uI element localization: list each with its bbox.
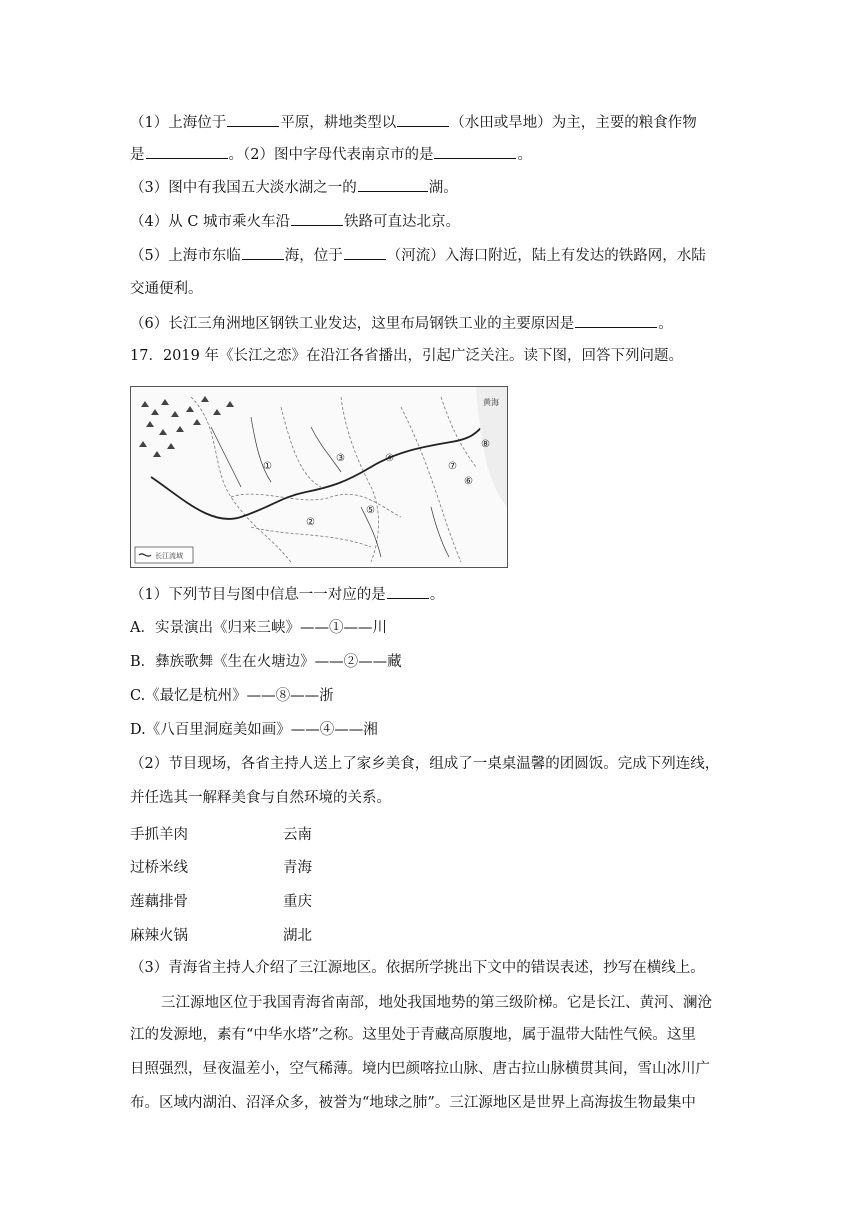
- mountain-texture: [139, 396, 234, 457]
- q17-stem: 17．2019 年《长江之恋》在沿江各省播出，引起广泛关注。读下图，回答下列问题。: [130, 348, 683, 364]
- passage-line: 三江源地区位于我国青海省南部，地处我国地势的第三级阶梯。它是长江、黄河、澜沧: [161, 995, 712, 1011]
- text: 。（2）图中字母代表南京市的是: [228, 147, 434, 163]
- province-item[interactable]: 重庆: [283, 894, 312, 910]
- map-label-8: ⑧: [481, 439, 490, 450]
- passage-line: 江的发源地，素有“中华水塔”之称。这里处于青藏高原腹地，属于温带大陆性气候。这里: [130, 1027, 696, 1043]
- province-borders: [191, 397, 476, 562]
- text: 。: [658, 316, 673, 332]
- q16-part3: [130, 177, 458, 198]
- option-c[interactable]: C.《最忆是杭州》——⑧——浙: [130, 688, 334, 704]
- answer-blank[interactable]: [242, 245, 284, 260]
- passage-line: 日照强烈，昼夜温差小，空气稀薄。境内巴颜喀拉山脉、唐古拉山脉横贯其间，雪山冰川广: [130, 1061, 710, 1077]
- answer-blank[interactable]: [575, 313, 657, 328]
- text: 。: [429, 587, 445, 603]
- text: 是: [130, 147, 145, 163]
- food-item[interactable]: 莲藕排骨: [130, 894, 188, 910]
- province-item[interactable]: 云南: [283, 827, 312, 843]
- answer-blank[interactable]: [227, 112, 279, 127]
- province-item[interactable]: 湖北: [283, 928, 312, 944]
- q17-sub2-line1: （2）节目现场，各省主持人送上了家乡美食，组成了一桌桌温馨的团圆饭。完成下列连线，: [130, 756, 720, 772]
- map-label-1: ①: [263, 461, 272, 472]
- text: 铁路可直达北京。: [344, 214, 461, 230]
- q17-sub2-line2: 并任选其一解释美食与自然环境的关系。: [130, 790, 391, 806]
- text: （1）下列节目与图中信息一一对应的是: [130, 587, 386, 603]
- food-item[interactable]: 麻辣火锅: [130, 928, 188, 944]
- text: （6）长江三角洲地区钢铁工业发达，这里布局钢铁工业的主要原因是: [130, 316, 575, 332]
- q16-part5-line1: [130, 245, 706, 266]
- legend-label: 长江流域: [155, 552, 183, 560]
- text: （5）上海市东临: [130, 248, 241, 264]
- text: （河流）入海口附近，陆上有发达的铁路网，水陆: [386, 248, 706, 264]
- map-label-3: ③: [336, 453, 345, 464]
- answer-blank[interactable]: [397, 112, 449, 127]
- map-label-5: ⑤: [366, 505, 375, 516]
- answer-blank[interactable]: [434, 144, 516, 159]
- text: （水田或旱地）为主，主要的粮食作物: [450, 115, 697, 131]
- answer-blank[interactable]: [387, 584, 429, 599]
- map-label-2: ②: [306, 517, 315, 528]
- option-b[interactable]: B．彝族歌舞《生在火塘边》——②——藏: [130, 654, 402, 670]
- text: （3）图中有我国五大淡水湖之一的: [130, 180, 357, 196]
- answer-blank[interactable]: [358, 177, 428, 192]
- option-a[interactable]: A．实景演出《归来三峡》——①——川: [130, 620, 387, 636]
- q16-part4: [130, 211, 460, 232]
- text: 湖。: [428, 180, 458, 196]
- map-label-6: ⑥: [464, 476, 473, 487]
- q17-sub3: （3）青海省主持人介绍了三江源地区。依据所学挑出下文中的错误表述，抄写在横线上。: [130, 960, 705, 976]
- text: 。: [517, 147, 532, 163]
- map-drawing: [131, 387, 507, 567]
- map-label-7: ⑦: [448, 461, 457, 472]
- sea-label: 黄海: [483, 398, 499, 407]
- option-d[interactable]: D.《八百里洞庭美如画》——④——湘: [130, 722, 378, 738]
- text: （1）上海位于: [130, 115, 227, 131]
- passage-line: 布。区域内湖泊、沼泽众多，被誉为“地球之肺”。三江源地区是世界上高海拔生物最集中: [130, 1095, 696, 1111]
- q16-part1-line2: [130, 144, 532, 165]
- food-item[interactable]: 过桥米线: [130, 860, 188, 876]
- answer-blank[interactable]: [146, 144, 228, 159]
- map-label-4: ④: [385, 453, 394, 464]
- answer-blank[interactable]: [291, 211, 343, 226]
- q17-sub1: [130, 584, 444, 605]
- text: 海，位于: [284, 248, 343, 264]
- answer-blank[interactable]: [344, 245, 386, 260]
- text: 交通便利。: [130, 281, 203, 297]
- q16-part1-line1: [130, 112, 697, 133]
- q16-part6: [130, 313, 673, 334]
- province-item[interactable]: 青海: [283, 860, 312, 876]
- text: 平原，耕地类型以: [280, 115, 397, 131]
- text: （4）从 C 城市乘火车沿: [130, 214, 291, 230]
- food-item[interactable]: 手抓羊肉: [130, 827, 188, 843]
- yangtze-map: [130, 386, 508, 568]
- q16-part5-line2: [130, 279, 203, 299]
